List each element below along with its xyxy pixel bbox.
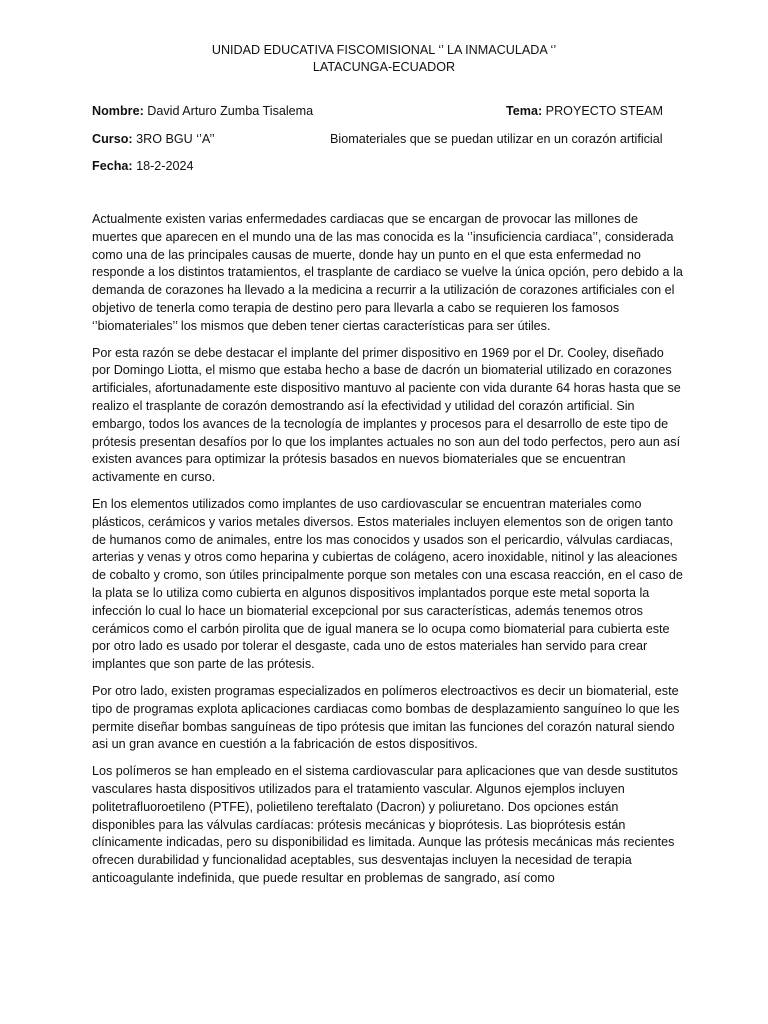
document-header xyxy=(0,42,768,76)
school-location: LATACUNGA-ECUADOR xyxy=(312,60,456,74)
tema-value: PROYECTO STEAM xyxy=(545,104,664,118)
school-name: UNIDAD EDUCATIVA FISCOMISIONAL ‘’ LA INMACULADA ‘’ xyxy=(211,43,557,57)
fecha-field xyxy=(92,158,194,175)
tema-label: Tema: xyxy=(506,104,543,118)
tema-field xyxy=(506,103,663,120)
curso-label: Curso: xyxy=(92,132,133,146)
fecha-label: Fecha: xyxy=(92,159,133,173)
nombre-label: Nombre: xyxy=(92,104,144,118)
tema-subtitle: Biomateriales que se puedan utilizar en un corazón artificial xyxy=(330,132,663,146)
paragraph: Por esta razón se debe destacar el implante del primer dispositivo en 1969 por el Dr. Cooley, diseñado por Domingo Liotta, el mismo que estaba hecho a base de dacrón un biomaterial utilizado en corazones artificiales, afortunadamente este dispositivo mantuvo al paciente con vida durante 64 horas hasta que se realizo el trasplante de corazón demostrando así la efectividad y utilidad del corazón artificial. Sin embargo, todos los avances de la tecnología de implantes y procesos para el desarrollo de este tipo de prótesis presentan desafíos por lo que los implantes actuales no son aun del todo perfectos, pero aun así existen avances para optimizar la prótesis basados en nuevos biomateriales que se encuentran activamente en curso. xyxy=(92,345,681,485)
nombre-value: David Arturo Zumba Tisalema xyxy=(147,104,314,118)
fecha-value: 18-2-2024 xyxy=(136,159,194,173)
curso-value: 3RO BGU ‘’A’’ xyxy=(136,132,215,146)
paragraph: En los elementos utilizados como implantes de uso cardiovascular se encuentran materiales como plásticos, cerámicos y varios metales diversos. Estos materiales incluyen elementos son de origen tanto de humanos como de animales, entre los mas conocidos y usados son el pericardio, válvulas cardiacas, arterias y venas y otros como heparina y cubiertas de colágeno, acero inoxidable, nitinol y las aleaciones de cobalto y cromo, son útiles principalmente porque son metales con una escasa reacción, en el caso de la plata se lo utiliza como cubierta en algunos dispositivos implantados porque este metal soporta la infección lo cual lo hace un biomaterial excepcional por sus características, además tenemos otros cerámicos como el carbón pirolita que de igual manera se lo ocupa como biomaterial para cubierta este por otro lado es usado por tolerar el desgaste, cada uno de estos materiales han servido para crear implantes que son parte de las prótesis. xyxy=(92,496,683,672)
paragraph: Actualmente existen varias enfermedades cardiacas que se encargan de provocar las millones de muertes que aparecen en el mundo una de las mas conocida es la ‘’insuficiencia cardiaca’’, considerada como una de las principales causas de muerte, donde hay un punto en el que esta enfermedad no responde a los distintos tratamientos, el trasplante de cardiaco se vuelve la única opción, pero debido a la demanda de corazones ha llevado a la medicina a recurrir a la utilización de corazones artificiales con el objetivo de tenerla como terapia de destino pero para llevarla a cabo se requieren los famosos ‘’biomateriales’’ los mismos que deben tener ciertas características para ser útiles. xyxy=(92,212,683,333)
paragraph: Por otro lado, existen programas especializados en polímeros electroactivos es decir un biomaterial, este tipo de programas explota aplicaciones cardiacas como bombas de desplazamiento sanguíneo lo que les permite diseñar bombas sanguíneas de tipo prótesis que imitan las funciones del corazón natural siendo asi un gran avance en cuestión a la fabricación de estos dispositivos. xyxy=(92,683,680,752)
document-body xyxy=(92,211,684,897)
curso-field xyxy=(92,131,215,148)
nombre-field xyxy=(92,103,313,120)
paragraph: Los polímeros se han empleado en el sistema cardiovascular para aplicaciones que van desde sustitutos vasculares hasta dispositivos utilizados para el tratamiento vascular. Algunos ejemplos incluyen politetrafluoroetileno (PTFE), polietileno tereftalato (Dacron) y poliuretano. Dos opciones están disponibles para las válvulas cardíacas: prótesis mecánicas y bioprótesis. Las bioprótesis están clínicamente indicadas, pero su disponibilidad es limitada. Aunque las prótesis mecánicas más recientes ofrecen durabilidad y funcionalidad aceptables, sus desventajas incluyen la necesidad de terapia anticoagulante indefinida, que puede resultar en problemas de sangrado, así como xyxy=(92,764,678,885)
